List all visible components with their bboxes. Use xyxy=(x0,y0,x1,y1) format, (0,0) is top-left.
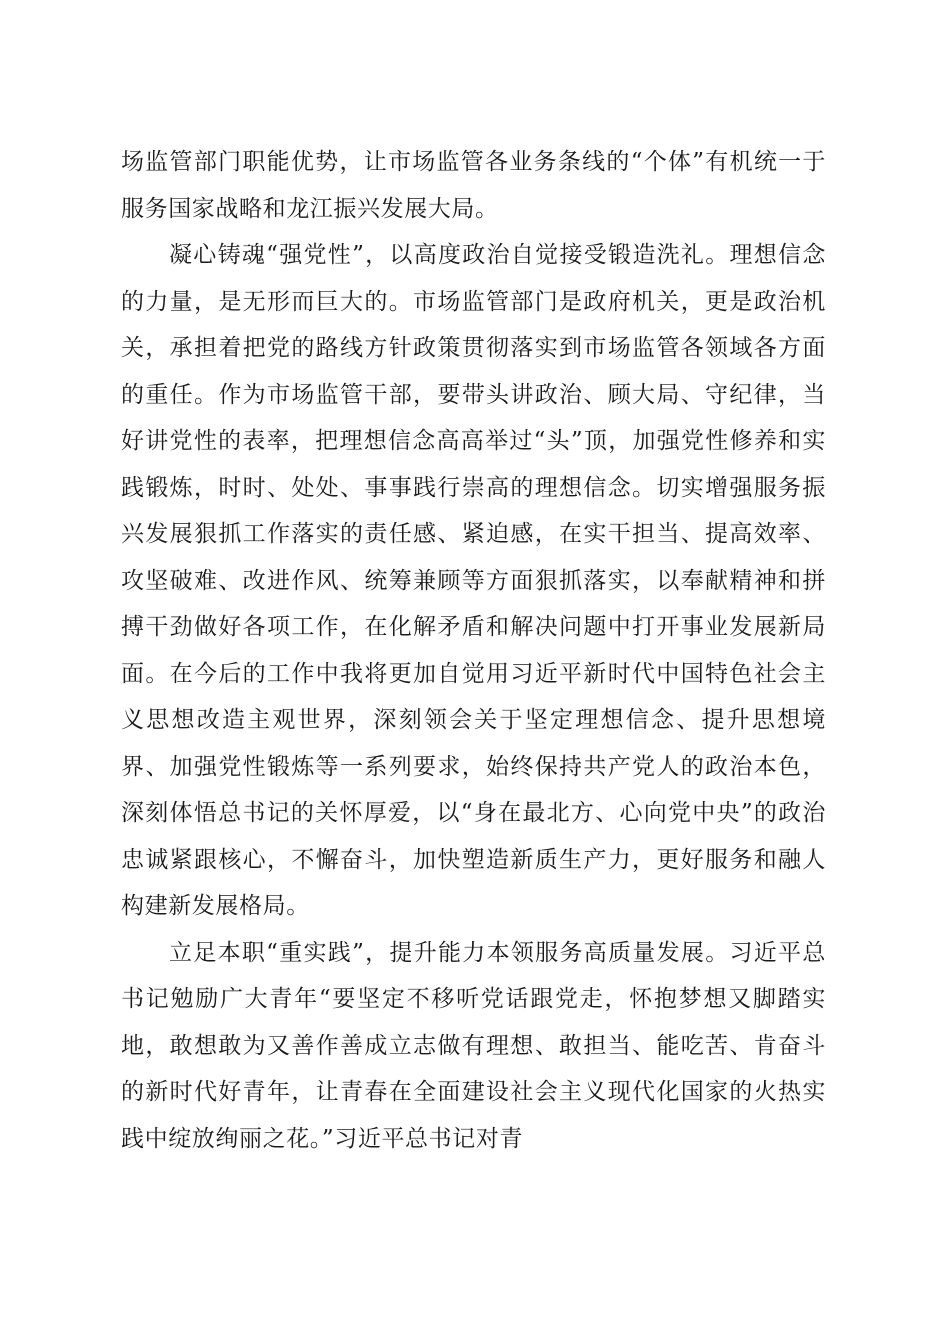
paragraph-2: 凝心铸魂“强党性”，以高度政治自觉接受锻造洗礼。理想信念的力量，是无形而巨大的。市场监管部门是政府机关，更是政治机关，承担着把党的路线方针政策贯彻落实到市场监管各领域各方面的重任。作为市场监管干部，要带头讲政治、顾大局、守纪律，当好讲党性的表率，把理想信念高高举过“头”顶，加强党性修养和实践锻炼，时时、处处、事事践行崇高的理想信念。切实增强服务振兴发展狠抓工作落实的责任感、紧迫感，在实干担当、提高效率、攻坚破难、改进作风、统筹兼顾等方面狠抓落实，以奉献精神和拼搏干劲做好各项工作，在化解矛盾和解决问题中打开事业发展新局面。在今后的工作中我将更加自觉用习近平新时代中国特色社会主义思想改造主观世界，深刻领会关于坚定理想信念、提升思想境界、加强党性锻炼等一系列要求，始终保持共产党人的政治本色，深刻体悟总书记的关怀厚爱，以“身在最北方、心向党中央”的政治忠诚紧跟核心，不懈奋斗，加快塑造新质生产力，更好服务和融人构建新发展格局。 xyxy=(121,242,826,919)
paragraph-3: 立足本职“重实践”，提升能力本领服务高质量发展。习近平总书记勉励广大青年“要坚定不移听党话跟党走，怀抱梦想又脚踏实地，敢想敢为又善作善成立志做有理想、敢担当、能吃苦、肯奋斗的新时代好青年，让青春在全面建设社会主义现代化国家的火热实践中绽放绚丽之花。”习近平总书记对青 xyxy=(121,939,826,1152)
paragraph-1: 场监管部门职能优势，让市场监管各业务条线的“个体”有机统一于服务国家战略和龙江振兴发展大局。 xyxy=(121,149,826,222)
body-text xyxy=(121,139,826,1162)
